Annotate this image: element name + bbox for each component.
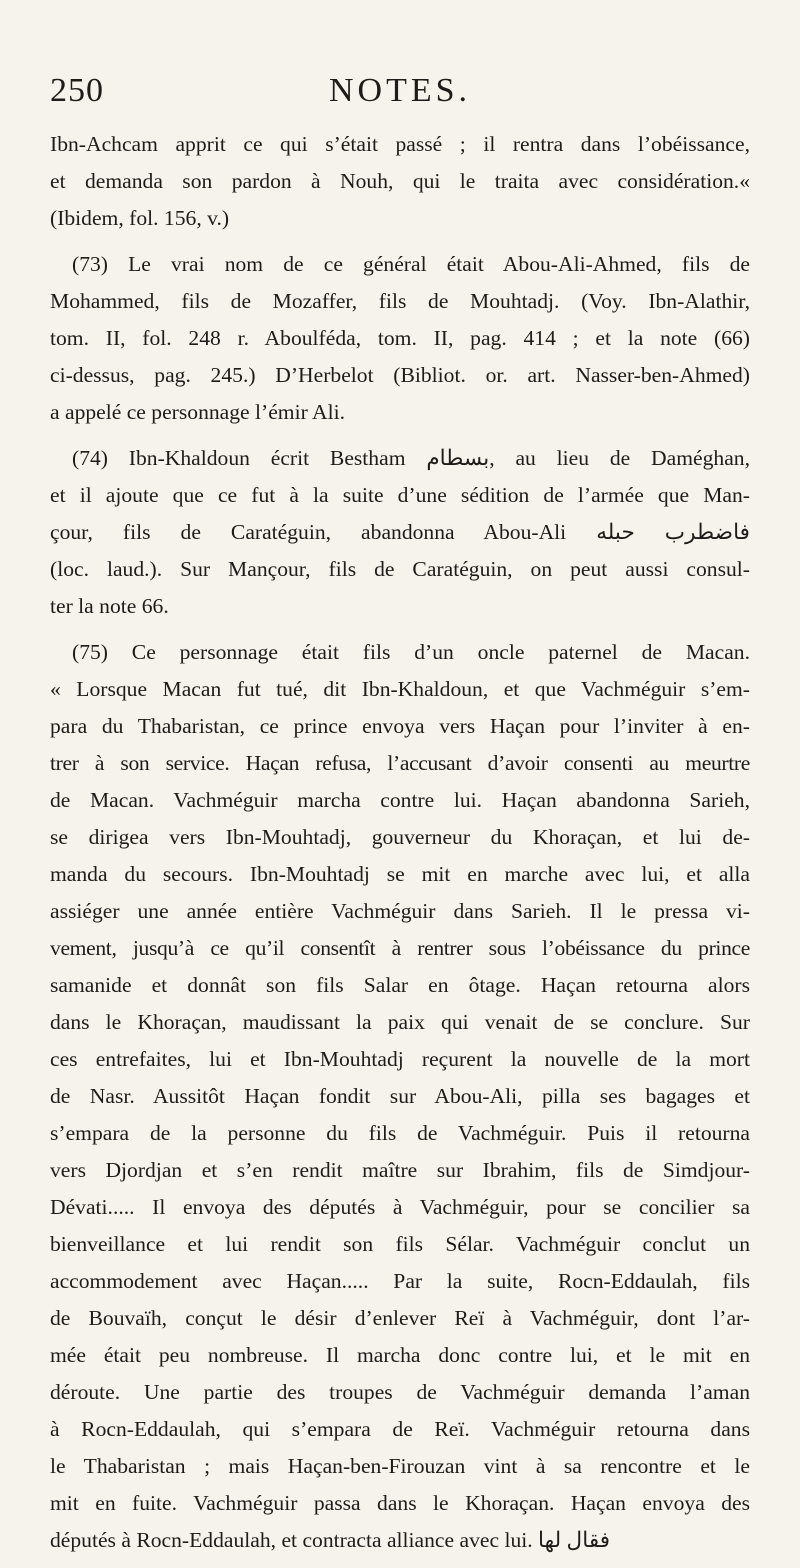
text-line: ci-dessus, pag. 245.) D’Herbelot (Bibliot. or. art. Nasser-ben-Ahmed) <box>50 363 750 387</box>
text-line: (Ibidem, fol. 156, v.) <box>50 206 230 230</box>
note-73 <box>50 246 750 431</box>
running-title: NOTES. <box>328 72 472 109</box>
text-line: déroute. Une partie des troupes de Vachméguir demanda l’aman <box>50 1380 750 1404</box>
text-line: accommodement avec Haçan..... Par la suite, Rocn-Eddaulah, fils <box>50 1269 750 1293</box>
page-number: 250 <box>50 72 104 109</box>
note-75 <box>50 634 750 1559</box>
text-line: ces entrefaites, lui et Ibn-Mouhtadj reçurent la nouvelle de la mort <box>50 1047 750 1071</box>
text-line: le Thabaristan ; mais Haçan-ben-Firouzan vint à sa rencontre et le <box>50 1454 750 1478</box>
text-line: vement, jusqu’à ce qu’il consentît à rentrer sous l’obéissance du prince <box>50 936 750 960</box>
text-line: mée était peu nombreuse. Il marcha donc contre lui, et le mit en <box>50 1343 750 1367</box>
text-line: vers Djordjan et s’en rendit maître sur Ibrahim, fils de Simdjour- <box>50 1158 750 1182</box>
text-line: ter la note 66. <box>50 594 169 618</box>
text-line: trer à son service. Haçan refusa, l’accusant d’avoir consenti au meurtre <box>50 751 750 775</box>
text-line: Mohammed, fils de Mozaffer, fils de Mouhtadj. (Voy. Ibn-Alathir, <box>50 289 750 313</box>
text-line: à Rocn-Eddaulah, qui s’empara de Reï. Vachméguir retourna dans <box>50 1417 750 1441</box>
text-line: Dévati..... Il envoya des députés à Vachméguir, pour se concilier sa <box>50 1195 750 1219</box>
text-line: et demanda son pardon à Nouh, qui le traita avec considération.« <box>50 169 750 193</box>
text-line: dans le Khoraçan, maudissant la paix qui venait de se conclure. Sur <box>50 1010 750 1034</box>
note-continuation <box>50 126 750 237</box>
text-line: (75) Ce personnage était fils d’un oncle paternel de Macan. <box>72 640 750 664</box>
text-line: s’empara de la personne du fils de Vachméguir. Puis il retourna <box>50 1121 750 1145</box>
text-line: « Lorsque Macan fut tué, dit Ibn-Khaldoun, et que Vachméguir s’em- <box>50 677 750 701</box>
text-line: députés à Rocn-Eddaulah, et contracta alliance avec lui. فقال لها <box>50 1528 611 1552</box>
text-line: de Macan. Vachméguir marcha contre lui. Haçan abandonna Sarieh, <box>50 788 750 812</box>
text-line: assiéger une année entière Vachméguir dans Sarieh. Il le pressa vi- <box>50 899 750 923</box>
text-line: tom. II, fol. 248 r. Aboulféda, tom. II, pag. 414 ; et la note (66) <box>50 326 750 350</box>
text-line: mit en fuite. Vachméguir passa dans le Khoraçan. Haçan envoya des <box>50 1491 750 1515</box>
text-line: et il ajoute que ce fut à la suite d’une sédition de l’armée que Man- <box>50 483 750 507</box>
text-line: (74) Ibn-Khaldoun écrit Bestham بسطام, au lieu de Daméghan, <box>72 446 750 470</box>
text-line: manda du secours. Ibn-Mouhtadj se mit en marche avec lui, et alla <box>50 862 750 886</box>
text-line: de Nasr. Aussitôt Haçan fondit sur Abou-Ali, pilla ses bagages et <box>50 1084 750 1108</box>
notes-body <box>50 126 750 1568</box>
text-line: a appelé ce personnage l’émir Ali. <box>50 400 345 424</box>
text-line: Ibn-Achcam apprit ce qui s’était passé ; il rentra dans l’obéissance, <box>50 132 750 156</box>
text-line: (loc. laud.). Sur Mançour, fils de Caratéguin, on peut aussi consul- <box>50 557 750 581</box>
text-line: bienveillance et lui rendit son fils Sélar. Vachméguir conclut un <box>50 1232 750 1256</box>
text-line: para du Thabaristan, ce prince envoya vers Haçan pour l’inviter à en- <box>50 714 750 738</box>
text-line: de Bouvaïh, conçut le désir d’enlever Reï à Vachméguir, dont l’ar- <box>50 1306 750 1330</box>
text-line: çour, fils de Caratéguin, abandonna Abou-Ali فاضطرب حبله <box>50 520 750 544</box>
note-74 <box>50 440 750 625</box>
text-line: (73) Le vrai nom de ce général était Abou-Ali-Ahmed, fils de <box>72 252 750 276</box>
text-line: se dirigea vers Ibn-Mouhtadj, gouverneur du Khoraçan, et lui de- <box>50 825 750 849</box>
page-header <box>50 72 750 116</box>
text-line: samanide et donnât son fils Salar en ôtage. Haçan retourna alors <box>50 973 750 997</box>
